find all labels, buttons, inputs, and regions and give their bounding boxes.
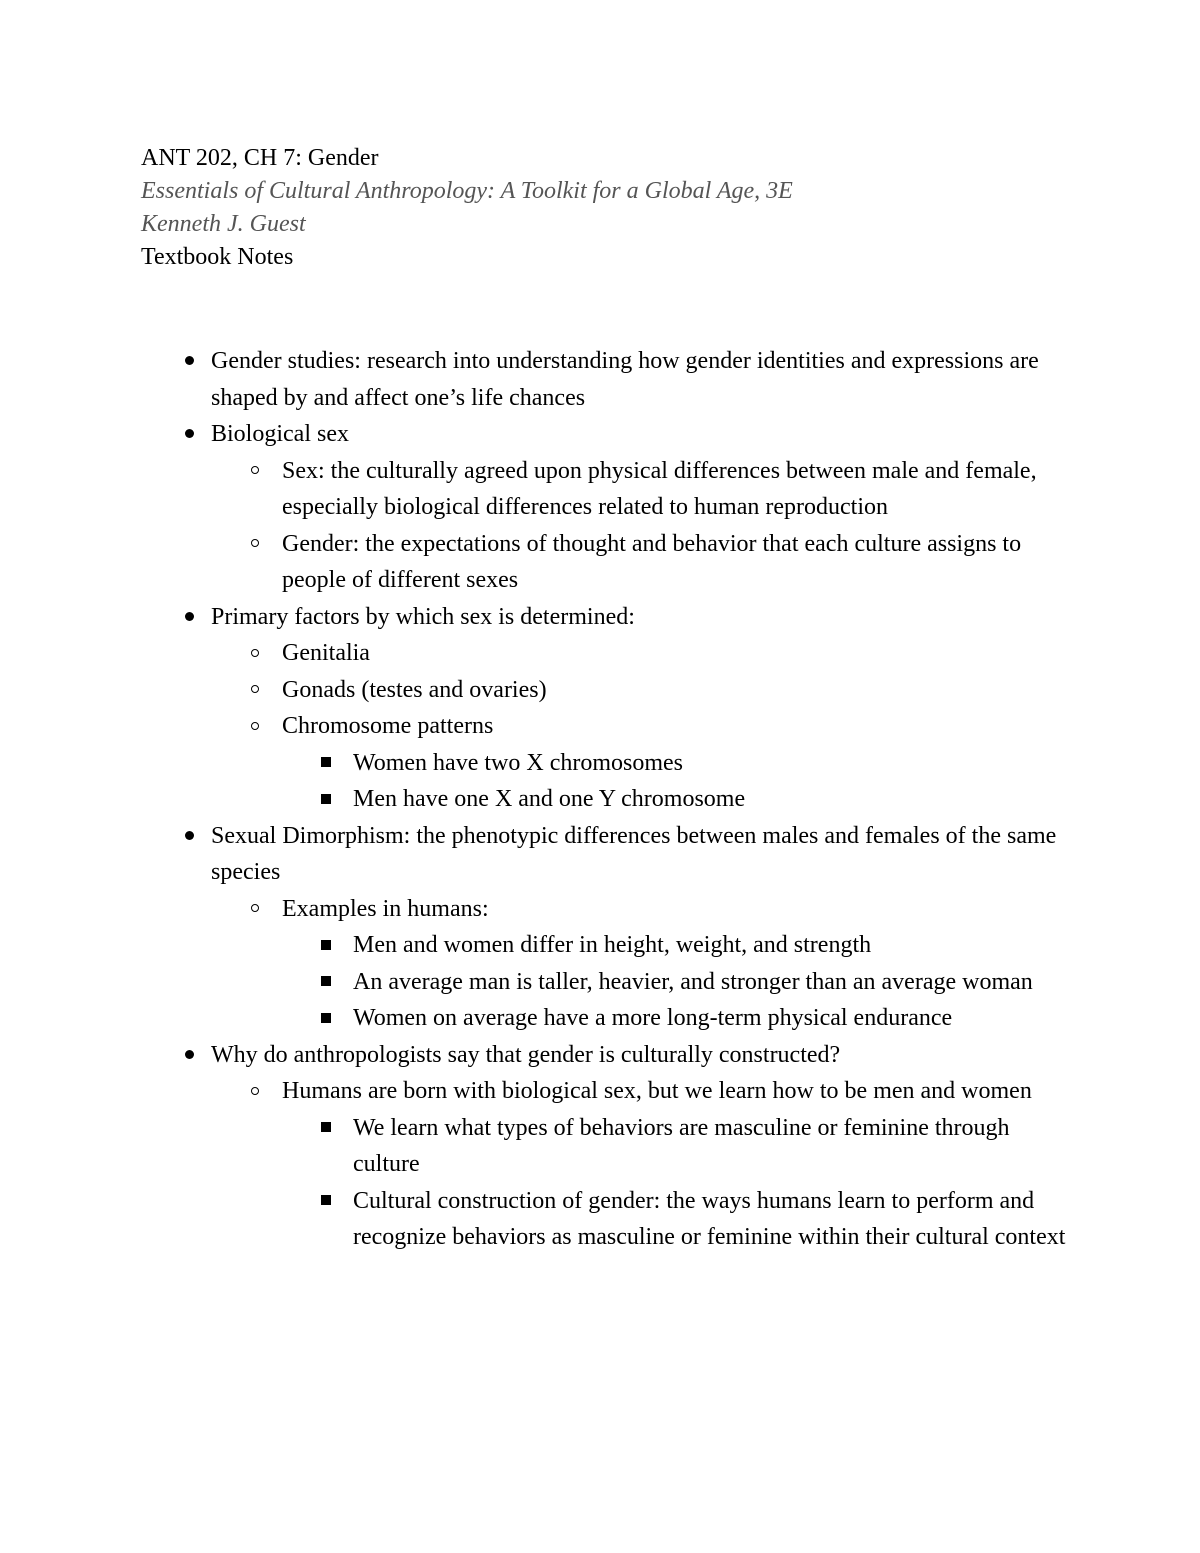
sub-list-item bbox=[211, 672, 1071, 709]
sub-sub-list-item bbox=[282, 781, 1071, 818]
sub-sub-list-item-text: Women on average have a more long-term physical endurance bbox=[353, 1005, 953, 1031]
sub-list-item-text: Genitalia bbox=[282, 640, 370, 666]
sub-list bbox=[211, 891, 1071, 1037]
hollow-circle-bullet-icon bbox=[245, 526, 265, 563]
sub-sub-list bbox=[282, 1110, 1071, 1256]
hollow-circle-bullet-icon bbox=[245, 672, 265, 709]
sub-list-item bbox=[211, 1073, 1071, 1256]
list-item bbox=[141, 416, 1071, 599]
square-bullet-icon bbox=[316, 1000, 336, 1037]
square-bullet-icon bbox=[316, 745, 336, 782]
notes-outline bbox=[141, 343, 1071, 1256]
hollow-circle-bullet-icon bbox=[245, 453, 265, 490]
sub-sub-list bbox=[282, 927, 1071, 1037]
sub-sub-list-item bbox=[282, 1000, 1071, 1037]
list-item-text: Sexual Dimorphism: the phenotypic differences between males and females of the same species bbox=[211, 822, 1057, 885]
sub-sub-list-item-text: We learn what types of behaviors are masculine or feminine through culture bbox=[353, 1114, 1010, 1177]
list-item-text: Biological sex bbox=[211, 421, 349, 447]
filled-circle-bullet-icon bbox=[179, 599, 199, 636]
sub-sub-list-item bbox=[282, 1183, 1071, 1256]
filled-circle-bullet-icon bbox=[179, 343, 199, 380]
sub-list-item bbox=[211, 453, 1071, 526]
list-item bbox=[141, 599, 1071, 818]
sub-list-item bbox=[211, 526, 1071, 599]
hollow-circle-bullet-icon bbox=[245, 891, 265, 928]
list-item bbox=[141, 818, 1071, 1037]
square-bullet-icon bbox=[316, 1110, 336, 1147]
notes-list bbox=[141, 343, 1071, 1256]
list-item-text: Why do anthropologists say that gender is culturally constructed? bbox=[211, 1041, 841, 1068]
sub-sub-list-item bbox=[282, 1110, 1071, 1183]
list-item bbox=[141, 343, 1071, 416]
sub-list-item-text: Chromosome patterns bbox=[282, 713, 494, 739]
sub-sub-list-item-text: Cultural construction of gender: the ways humans learn to perform and recognize behaviors as masculine or feminine within their cultural context bbox=[353, 1187, 1066, 1250]
sub-sub-list-item-text: An average man is taller, heavier, and stronger than an average woman bbox=[353, 968, 1033, 995]
list-item-text: Gender studies: research into understanding how gender identities and expressions are shaped by and affect one’s life chances bbox=[211, 348, 1039, 411]
sub-sub-list-item bbox=[282, 964, 1071, 1001]
sub-list bbox=[211, 635, 1071, 818]
sub-sub-list-item-text: Women have two X chromosomes bbox=[353, 749, 683, 776]
square-bullet-icon bbox=[316, 781, 336, 818]
book-author: Kenneth J. Guest bbox=[141, 211, 306, 237]
sub-list-item-text: Gonads (testes and ovaries) bbox=[282, 676, 547, 703]
sub-list-item-text: Sex: the culturally agreed upon physical differences between male and female, especially biological differences related to human reproduction bbox=[282, 457, 1037, 520]
square-bullet-icon bbox=[316, 927, 336, 964]
hollow-circle-bullet-icon bbox=[245, 708, 265, 745]
sub-sub-list bbox=[282, 745, 1071, 818]
sub-sub-list-item-text: Men have one X and one Y chromosome bbox=[353, 786, 746, 812]
sub-sub-list-item bbox=[282, 927, 1071, 964]
sub-list-item bbox=[211, 708, 1071, 818]
list-item-text: Primary factors by which sex is determined: bbox=[211, 603, 635, 630]
sub-list-item bbox=[211, 635, 1071, 672]
square-bullet-icon bbox=[316, 1183, 336, 1220]
hollow-circle-bullet-icon bbox=[245, 1073, 265, 1110]
list-item bbox=[141, 1037, 1071, 1256]
sub-list bbox=[211, 453, 1071, 599]
sub-sub-list-item-text: Men and women differ in height, weight, and strength bbox=[353, 932, 872, 958]
filled-circle-bullet-icon bbox=[179, 1037, 199, 1074]
document-header bbox=[141, 142, 1091, 274]
square-bullet-icon bbox=[316, 964, 336, 1001]
hollow-circle-bullet-icon bbox=[245, 635, 265, 672]
sub-list-item-text: Humans are born with biological sex, but we learn how to be men and women bbox=[282, 1078, 1032, 1104]
filled-circle-bullet-icon bbox=[179, 416, 199, 453]
sub-list-item-text: Examples in humans: bbox=[282, 895, 489, 922]
sub-sub-list-item bbox=[282, 745, 1071, 782]
book-title: Essentials of Cultural Anthropology: A Toolkit for a Global Age, 3E bbox=[141, 178, 793, 204]
sub-list bbox=[211, 1073, 1071, 1256]
sub-list-item-text: Gender: the expectations of thought and behavior that each culture assigns to people of different sexes bbox=[282, 530, 1022, 593]
sub-list-item bbox=[211, 891, 1071, 1037]
document-subtitle: Textbook Notes bbox=[141, 244, 294, 270]
document-title: ANT 202, CH 7: Gender bbox=[141, 145, 379, 171]
filled-circle-bullet-icon bbox=[179, 818, 199, 855]
